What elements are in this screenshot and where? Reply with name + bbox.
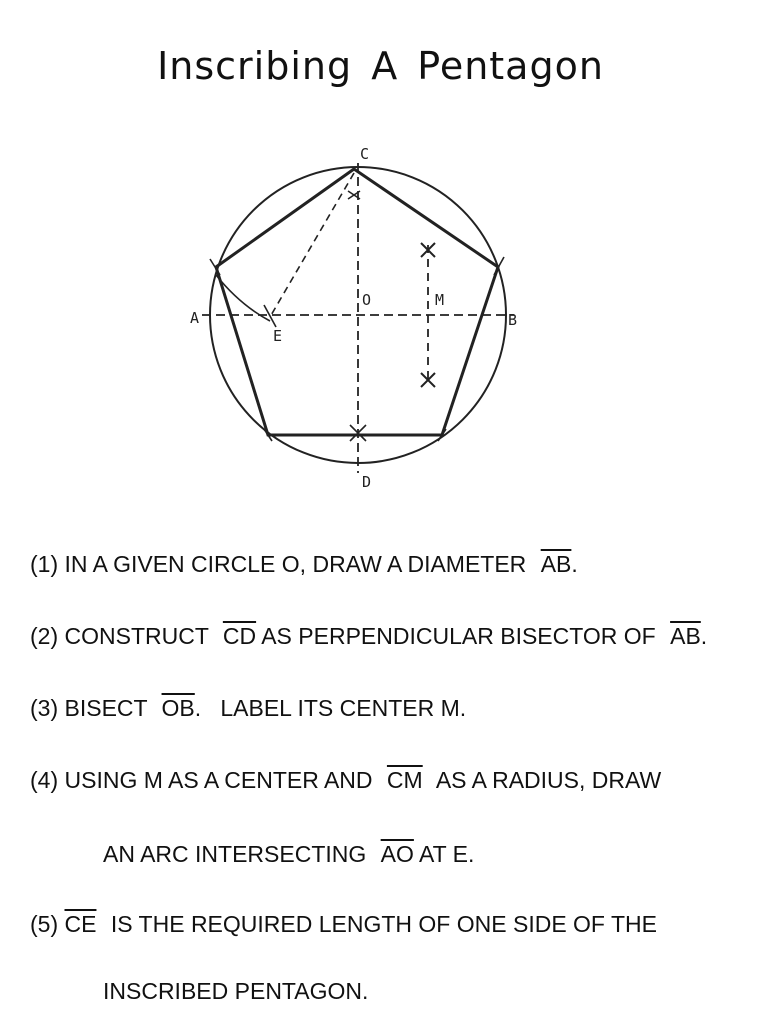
- step-5: (5) $\overline{CE}$ IS THE REQUIRED LENGTH OF ONE SIDE OF THE: [30, 911, 657, 937]
- step-2: (2) CONSTRUCT $\overline{CD}$ AS PERPENDICULAR BISECTOR OF $\overline{AB}$.: [30, 623, 708, 649]
- label-o: O: [362, 291, 372, 309]
- label-d: D: [362, 473, 372, 491]
- label-a: A: [190, 309, 200, 327]
- pentagon-construction-diagram: [180, 135, 540, 495]
- page-title: Inscribing A Pentagon: [157, 44, 604, 88]
- label-b: B: [508, 311, 518, 329]
- inscribed-pentagon: [216, 169, 498, 435]
- step-4-continued: AN ARC INTERSECTING $\overline{AO}$ AT E.: [103, 841, 475, 867]
- step-4: (4) USING M AS A CENTER AND $\overline{CM}$ AS A RADIUS, DRAW: [30, 767, 662, 793]
- step-1: (1) IN A GIVEN CIRCLE O, DRAW A DIAMETER $\overline{AB}$.: [30, 551, 578, 577]
- step-3: (3) BISECT $\overline{OB}$. LABEL ITS CENTER M.: [30, 695, 467, 721]
- step-5-continued: INSCRIBED PENTAGON.: [103, 978, 369, 1004]
- label-c: C: [360, 145, 370, 163]
- label-m: M: [435, 291, 445, 309]
- segment-ce: [270, 173, 354, 317]
- label-e: E: [273, 327, 283, 345]
